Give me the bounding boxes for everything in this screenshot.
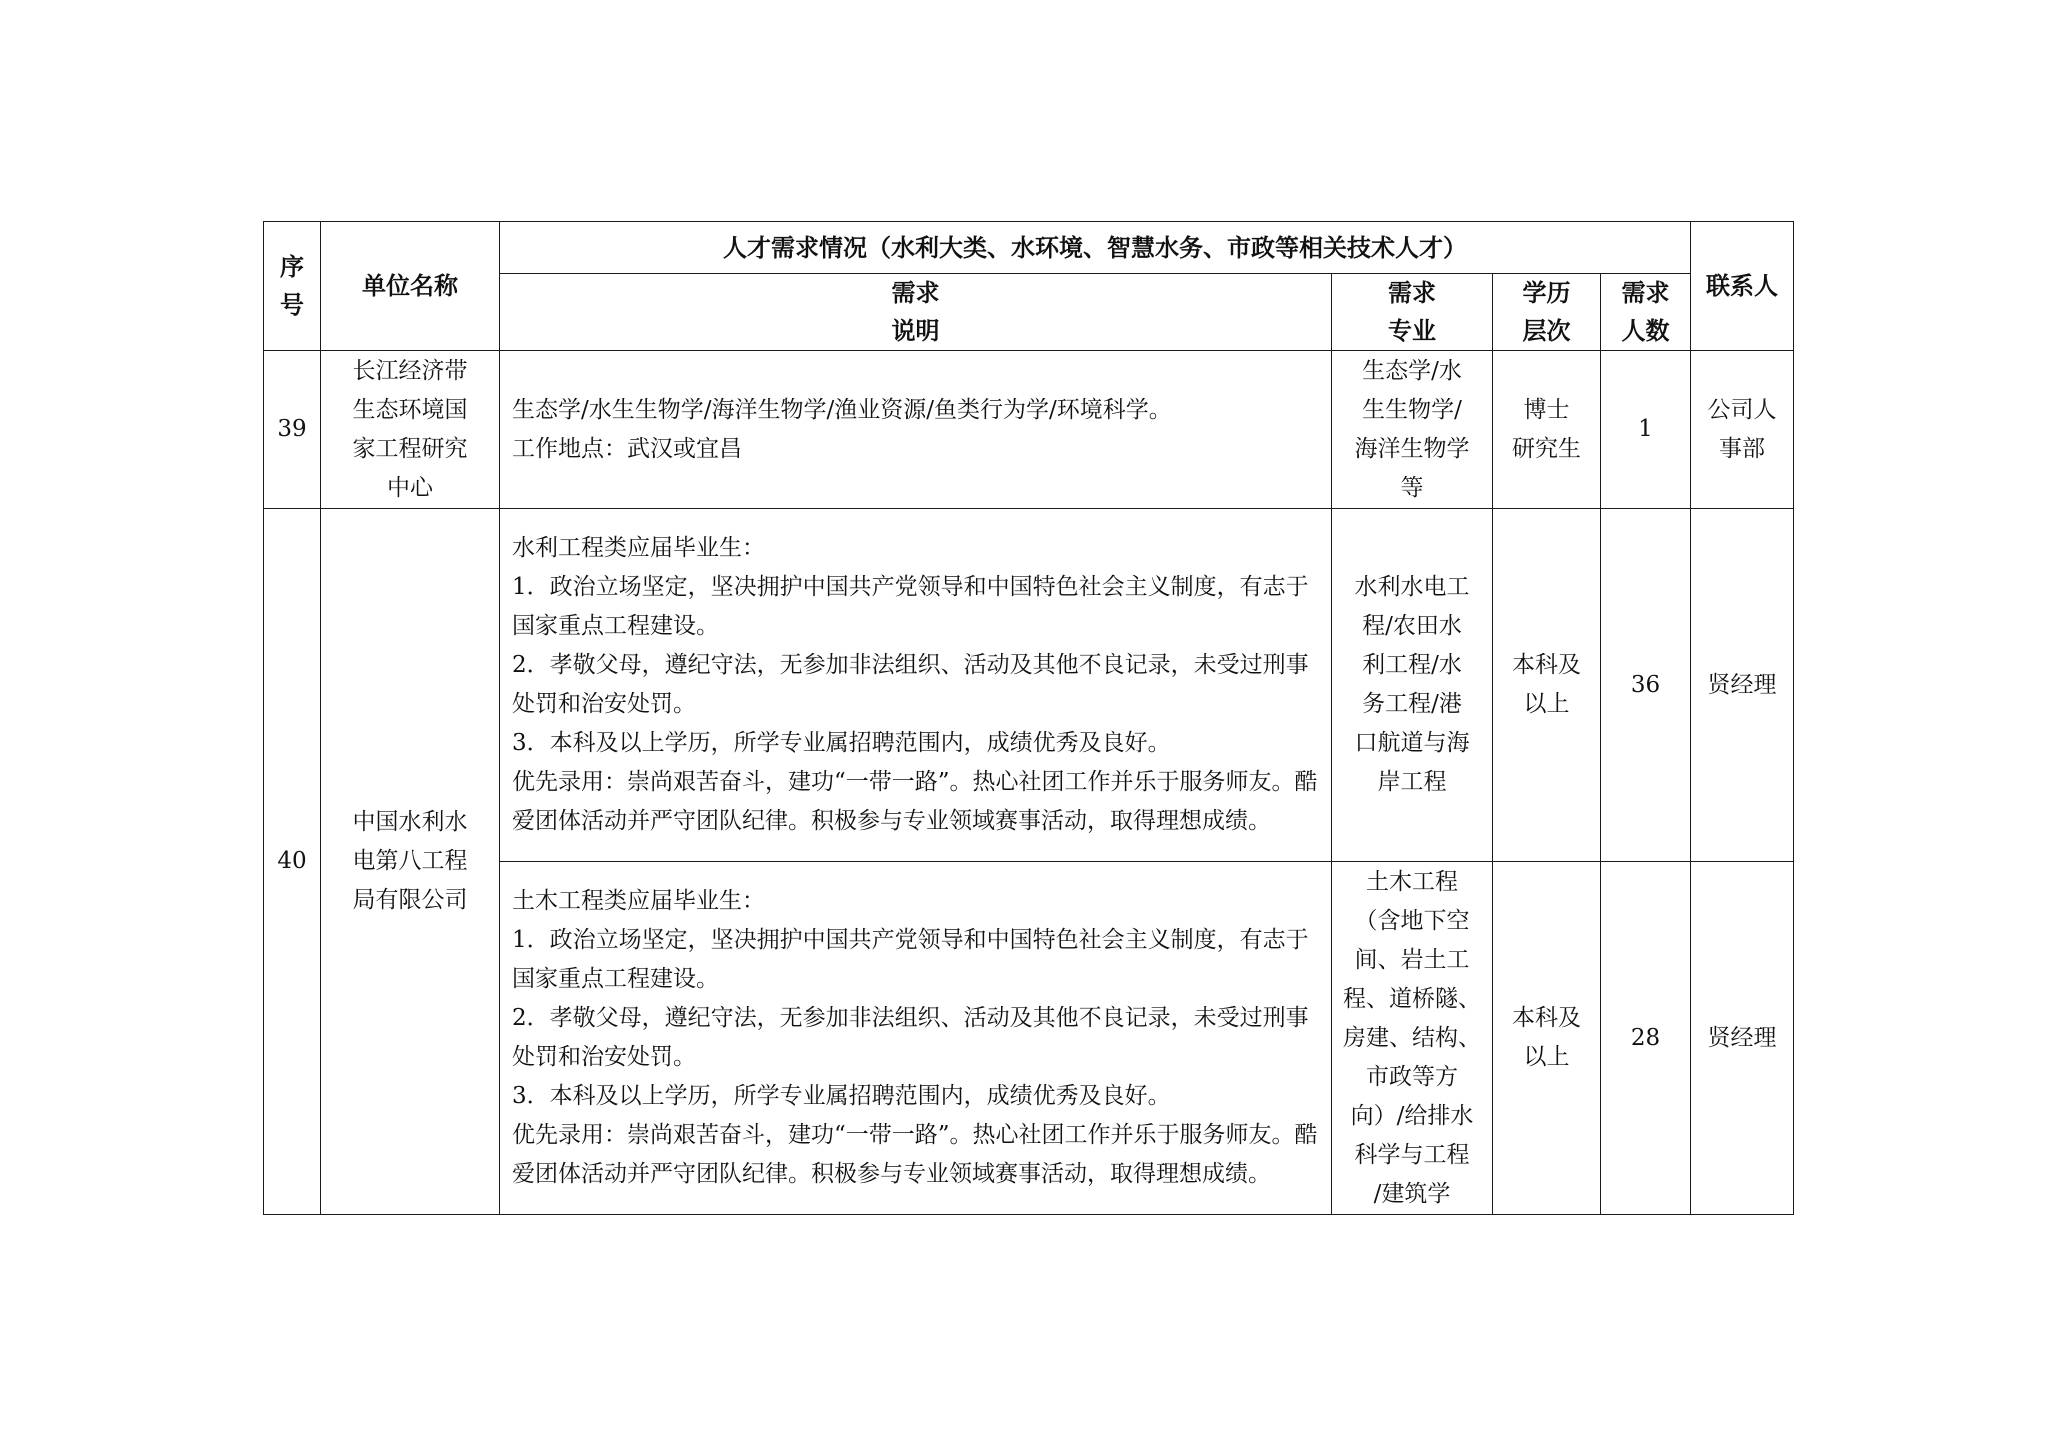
- header-contact: 联系人: [1691, 222, 1794, 351]
- desc-line: 水利工程类应届毕业生：: [512, 535, 765, 561]
- header-unit-name: 单位名称: [321, 222, 500, 351]
- row-seq: 39: [264, 351, 321, 509]
- row-demand-major: 生态学/水 生生物学/ 海洋生物学 等: [1332, 351, 1493, 509]
- row-contact: 贤经理: [1691, 509, 1794, 862]
- header-demand-desc: 需求 说明: [500, 274, 1332, 351]
- header-degree-level: 学历 层次: [1493, 274, 1601, 351]
- desc-line: 土木工程类应届毕业生：: [512, 888, 765, 914]
- desc-line: 1．政治立场坚定，坚决拥护中国共产党领导和中国特色社会主义制度，有志于国家重点工程建设。: [512, 574, 1309, 639]
- row-degree-level: 本科及 以上: [1493, 862, 1601, 1215]
- desc-line: 1．政治立场坚定，坚决拥护中国共产党领导和中国特色社会主义制度，有志于国家重点工程建设。: [512, 927, 1309, 992]
- desc-line: 2．孝敬父母，遵纪守法，无参加非法组织、活动及其他不良记录，未受过刑事处罚和治安处罚。: [512, 652, 1309, 717]
- row-demand-desc: [500, 351, 1332, 509]
- row-demand-count: 1: [1601, 351, 1691, 509]
- desc-line: 优先录用：崇尚艰苦奋斗，建功“一带一路”。热心社团工作并乐于服务师友。酷爱团体活动并严守团队纪律。积极参与专业领域赛事活动，取得理想成绩。: [512, 769, 1318, 834]
- header-demand-count: 需求 人数: [1601, 274, 1691, 351]
- desc-line: 生态学/水生生物学/海洋生物学/渔业资源/鱼类行为学/环境科学。: [512, 396, 1172, 423]
- table-row: [264, 509, 1794, 862]
- row-contact: 贤经理: [1691, 862, 1794, 1215]
- row-demand-major: 土木工程 （含地下空 间、岩土工 程、道桥隧、 房建、结构、 市政等方 向）/给排水 科学与工程 /建筑学: [1332, 862, 1493, 1215]
- row-unit-name: 长江经济带 生态环境国 家工程研究 中心: [321, 351, 500, 509]
- row-degree-level: 本科及 以上: [1493, 509, 1601, 862]
- header-seq: 序 号: [264, 222, 321, 351]
- row-demand-count: 36: [1601, 509, 1691, 862]
- table-row: [264, 351, 1794, 509]
- desc-line: 2．孝敬父母，遵纪守法，无参加非法组织、活动及其他不良记录，未受过刑事处罚和治安处罚。: [512, 1005, 1309, 1070]
- row-demand-desc: [500, 509, 1332, 862]
- row-seq: 40: [264, 509, 321, 1215]
- row-demand-major: 水利水电工 程/农田水 利工程/水 务工程/港 口航道与海 岸工程: [1332, 509, 1493, 862]
- row-contact: 公司人 事部: [1691, 351, 1794, 509]
- header-demand-major: 需求 专业: [1332, 274, 1493, 351]
- header-talent-demand: 人才需求情况（水利大类、水环境、智慧水务、市政等相关技术人才）: [500, 222, 1691, 274]
- desc-line: 优先录用：崇尚艰苦奋斗，建功“一带一路”。热心社团工作并乐于服务师友。酷爱团体活动并严守团队纪律。积极参与专业领域赛事活动，取得理想成绩。: [512, 1122, 1318, 1187]
- desc-line: 3．本科及以上学历，所学专业属招聘范围内，成绩优秀及良好。: [512, 730, 1171, 756]
- desc-line: 3．本科及以上学历，所学专业属招聘范围内，成绩优秀及良好。: [512, 1083, 1171, 1109]
- desc-line: 工作地点：武汉或宜昌: [512, 435, 742, 462]
- row-demand-desc: [500, 862, 1332, 1215]
- row-demand-count: 28: [1601, 862, 1691, 1215]
- row-unit-name: 中国水利水 电第八工程 局有限公司: [321, 509, 500, 1215]
- row-degree-level: 博士 研究生: [1493, 351, 1601, 509]
- recruitment-table: [263, 221, 1794, 1215]
- header-row-1: [264, 222, 1794, 274]
